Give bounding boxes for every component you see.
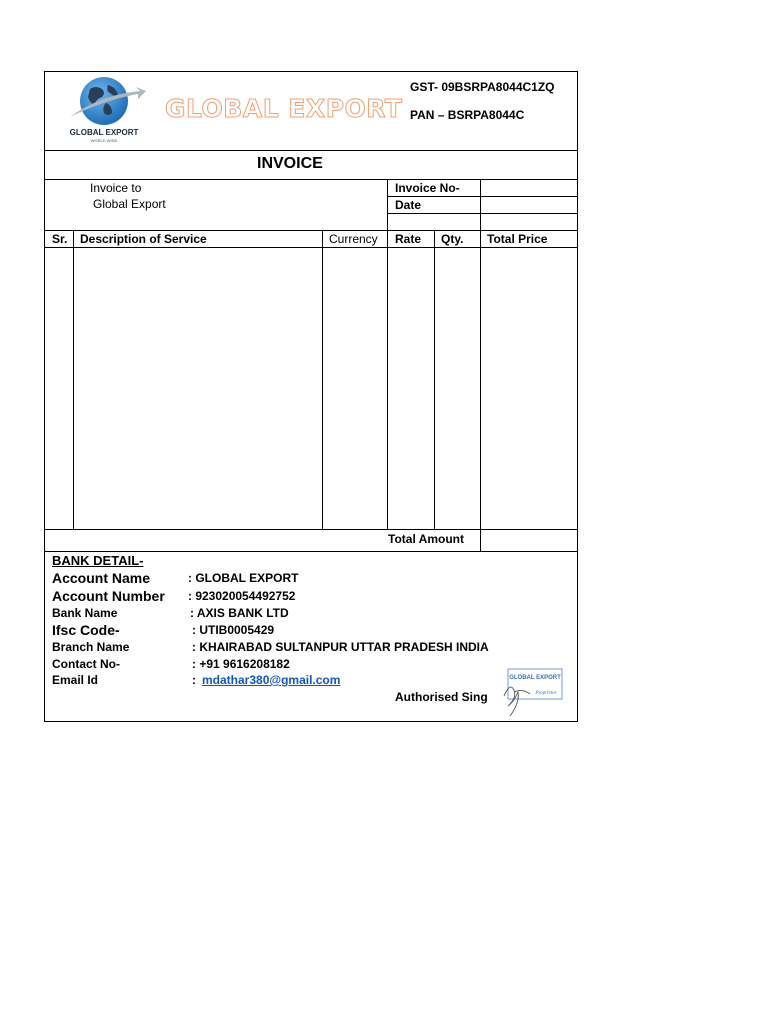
account-number-label: Account Number [52, 588, 165, 604]
globe-icon [62, 73, 146, 143]
meta-left-border [387, 179, 388, 230]
ifsc-label: Ifsc Code- [52, 622, 120, 638]
col-header-description: Description of Service [80, 232, 207, 246]
ifsc-value: : UTIB0005429 [192, 623, 275, 637]
bank-detail-heading: BANK DETAIL- [52, 553, 144, 568]
branch-name-value: : KHAIRABAD SULTANPUR UTTAR PRADESH INDIA [192, 640, 489, 654]
invoice-title: INVOICE [257, 155, 323, 172]
col-header-currency: Currency [329, 232, 378, 246]
signature-stamp [500, 666, 564, 718]
gst-number: GST- 09BSRPA8044C1ZQ [410, 80, 555, 94]
contact-value: : +91 9616208182 [192, 657, 290, 671]
account-name-value: : GLOBAL EXPORT [188, 571, 299, 585]
email-label: Email Id [52, 673, 99, 687]
bank-name-value: : AXIS BANK LTD [190, 606, 289, 620]
table-top-line [44, 230, 578, 231]
invoice-to-label: Invoice to [90, 181, 142, 195]
email-link[interactable]: mdathar380@gmail.com [202, 673, 341, 687]
branch-name-label: Branch Name [52, 640, 130, 654]
meta-divider-2 [387, 213, 578, 214]
col-header-sr: Sr. [52, 232, 68, 246]
col-divider-qty [480, 230, 481, 551]
account-name-label: Account Name [52, 570, 151, 586]
total-amount-label: Total Amount [388, 532, 464, 546]
brand-name: GLOBAL EXPORT [165, 94, 403, 123]
stamp-icon [500, 666, 564, 718]
bank-name-label: Bank Name [52, 606, 118, 620]
company-logo [62, 73, 146, 143]
meta-mid-border [480, 179, 481, 230]
header-divider [44, 150, 578, 151]
meta-divider-1 [387, 196, 578, 197]
date-label: Date [395, 198, 422, 212]
col-header-rate: Rate [395, 232, 422, 246]
title-divider [44, 179, 578, 180]
stamp-sub: Proprietor [535, 691, 557, 696]
col-divider-currency [387, 230, 388, 529]
logo-tagline: WORLD WIDE [90, 138, 118, 143]
pan-number: PAN – BSRPA8044C [410, 108, 525, 122]
col-header-total-price: Total Price [487, 232, 548, 246]
authorised-signature-label: Authorised Sing [395, 690, 488, 704]
table-body[interactable] [74, 248, 322, 529]
col-divider-rate [434, 230, 435, 529]
invoice-to-name: Global Export [93, 197, 166, 211]
contact-label: Contact No- [52, 657, 120, 671]
col-header-qty: Qty. [441, 232, 464, 246]
account-number-value: : 923020054492752 [188, 589, 296, 603]
col-divider-desc [322, 230, 323, 529]
invoice-no-label: Invoice No- [395, 181, 460, 195]
stamp-text: GLOBAL EXPORT [509, 675, 561, 681]
logo-text: GLOBAL EXPORT [69, 128, 139, 137]
total-bottom-line [44, 551, 578, 552]
email-separator: : [192, 673, 196, 687]
table-body-bottom-line [44, 529, 578, 530]
